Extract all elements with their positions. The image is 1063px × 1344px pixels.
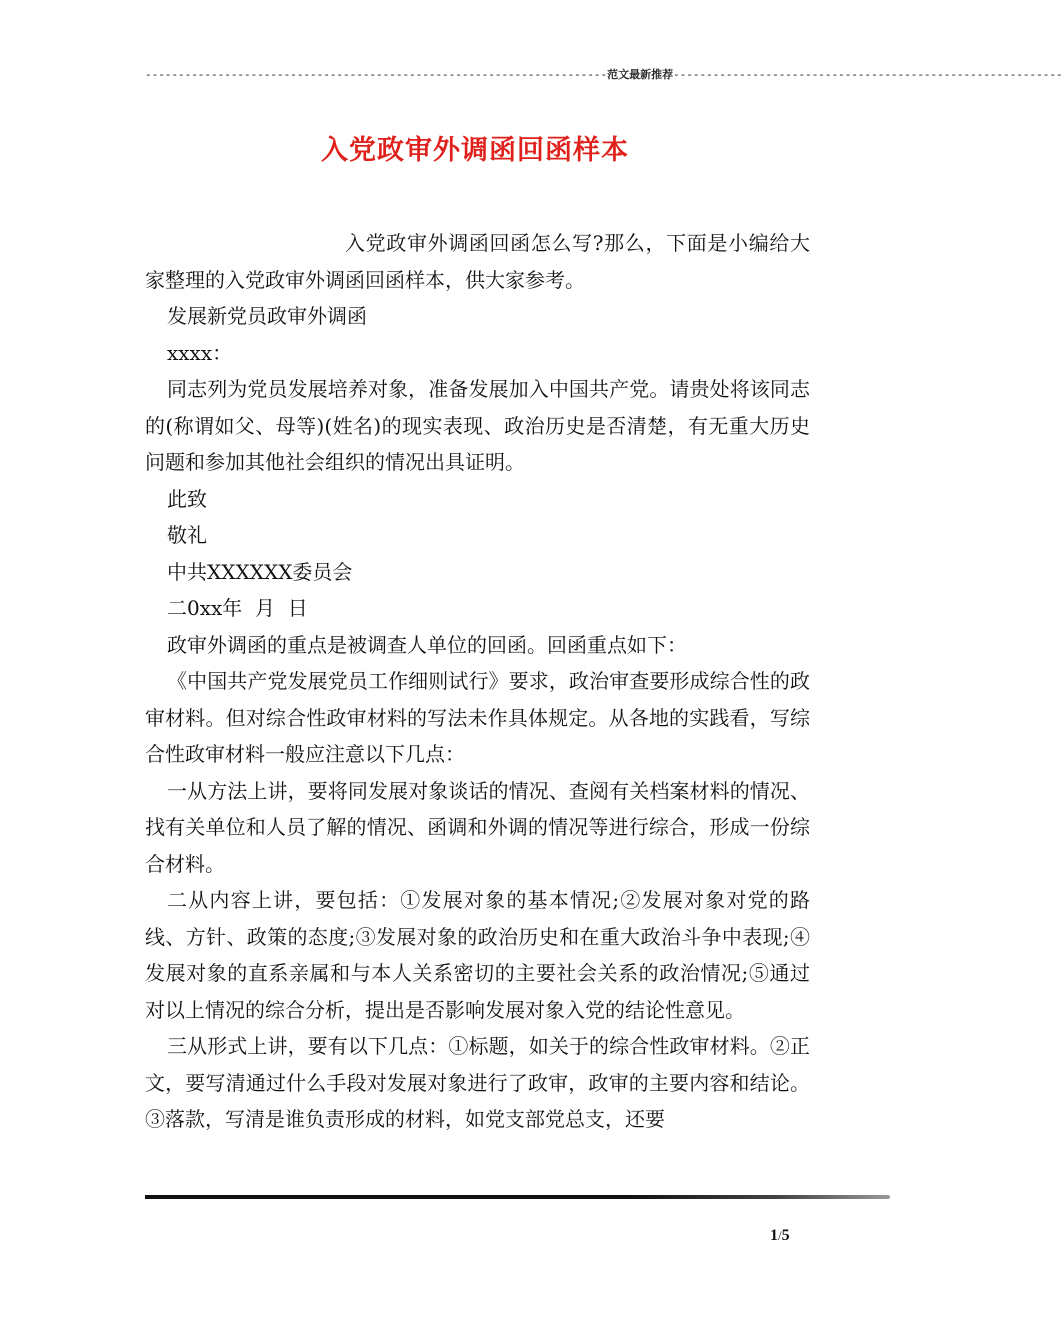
paragraph-form: 三从形式上讲，要有以下几点：①标题，如关于的综合性政审材料。②正文，要写清通过什么手段对发展对象进行了政审，政审的主要内容和结论。③落款，写清是谁负责形成的材料，如党支部党总支，还要 <box>145 1034 810 1131</box>
page-total: 5 <box>781 1227 790 1244</box>
header-dashes-left: ---------------------------------------------------------------------- <box>145 70 608 82</box>
paragraph-closing-1: 此致 <box>167 486 207 511</box>
document-body <box>145 225 810 1138</box>
document-title: 入党政审外调函回函样本 <box>321 135 629 166</box>
page-current: 1 <box>770 1227 778 1244</box>
header-label: 范文最新推荐 <box>607 68 674 81</box>
header-rule <box>145 66 1063 82</box>
paragraph-rules: 《中国共产党发展党员工作细则试行》要求，政治审查要形成综合性的政审材料。但对综合性政审材料的写法未作具体规定。从各地的实践看，写综合性政审材料一般应注意以下几点： <box>145 669 810 766</box>
paragraph-salutation: xxxx： <box>167 340 233 365</box>
paragraph-intro: 入党政审外调函回函怎么写?那么，下面是小编给大家整理的入党政审外调函回函样本，供大家参考。 <box>145 231 810 292</box>
header-dashes-right: ----------------------------------------------------------- <box>673 70 1063 82</box>
paragraph-request: 同志列为党员发展培养对象，准备发展加入中国共产党。请贵处将该同志的(称谓如父、母等)(姓名)的现实表现、政治历史是否清楚，有无重大历史问题和参加其他社会组织的情况出具证明。 <box>145 377 810 474</box>
paragraph-content: 二从内容上讲，要包括：①发展对象的基本情况;②发展对象对党的路线、方针、政策的态度;③发展对象的政治历史和在重大政治斗争中表现;④发展对象的直系亲属和与本人关系密切的主要社会关系的政治情况;⑤通过对以上情况的综合分析，提出是否影响发展对象入党的结论性意见。 <box>145 888 810 1022</box>
paragraph-reply-focus: 政审外调函的重点是被调查人单位的回函。回函重点如下： <box>167 632 687 657</box>
paragraph-closing-2: 敬礼 <box>167 523 207 547</box>
paragraph-signature: 中共XXXXXX委员会 <box>167 559 353 584</box>
paragraph-method: 一从方法上讲，要将同发展对象谈话的情况、查阅有关档案材料的情况、找有关单位和人员了解的情况、函调和外调的情况等进行综合，形成一份综合材料。 <box>145 778 810 876</box>
page-separator: / <box>778 1228 782 1243</box>
footer-rule <box>145 1195 890 1199</box>
paragraph-date: 二0xx年 月 日 <box>167 596 308 620</box>
paragraph-letter-title: 发展新党员政审外调函 <box>167 304 367 328</box>
page-number <box>770 1227 790 1245</box>
